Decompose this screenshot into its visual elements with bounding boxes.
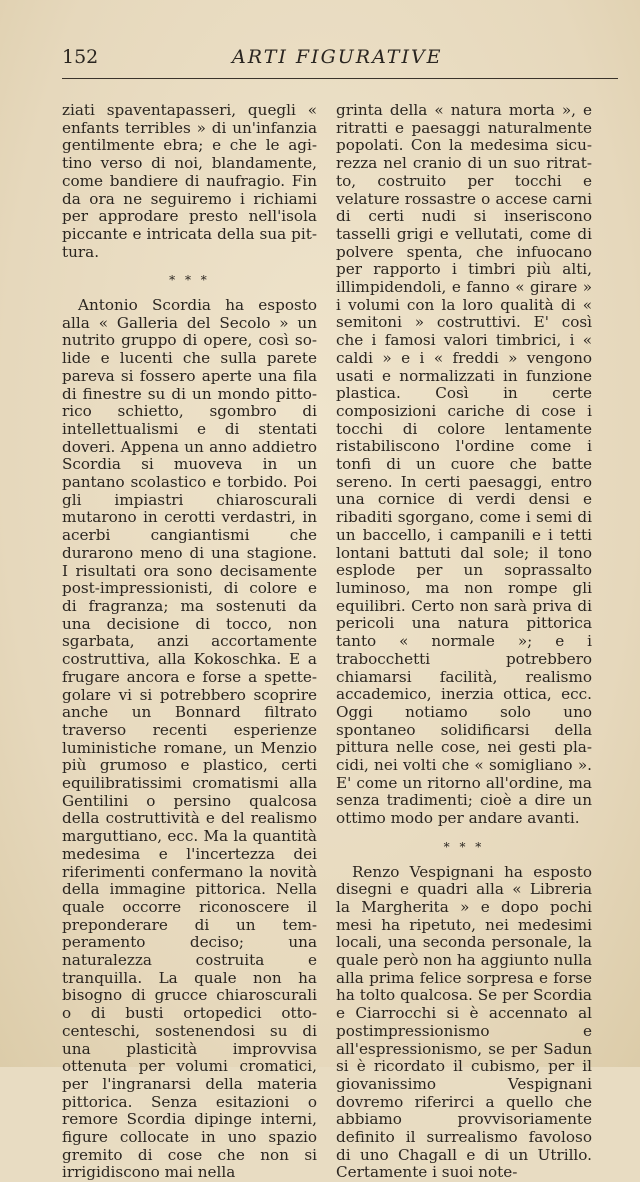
paragraph-scordia-continued: grinta della « natura morta », e ritratti e paesaggi naturalmente popolati. Con la medesima sicurezza nel cranio di un suo ritratto, costruito per tocchi e velature rossastre o accese carni di certi nudi si inseriscono tasselli grigi e vellutati, come di polvere spenta, che infuocano per rapporto i timbri più alti, illimpidendoli, e fanno « girare » i volumi con la loro qualità di « semitoni » costruttivi. E' così che i famosi valori timbrici, i « caldi » e i « freddi » vengono usati e normalizzati in funzione plastica. Così in certe composizioni cariche di cose i tocchi di colore lentamente ristabiliscono l'ordine come i tonfi di un cuore che batte sereno. In certi paesaggi, entro una cornice di verdi densi e ribaditi sgorgano, come i semi di un baccello, i campanili e i tetti lontani battuti dal sole; il tono esplode per un soprassalto luminoso, ma non rompe gli equilibri. Certo non sarà priva di pericoli una natura pittorica tanto « normale »; e i trabocchetti potrebbero chiamarsi facilità, realismo accademico, inerzia ottica, ecc. Oggi notiamo solo uno spontaneo solidificarsi della pittura nelle cose, nei gesti placidi, nei volti che « somigliano ». E' come un ritorno all'ordine, ma senza tradimenti; cioè a dire un ottimo modo per andare avanti. bbox=[336, 101, 592, 828]
page-number: 152 bbox=[62, 46, 99, 68]
right-column bbox=[336, 102, 592, 1182]
page-header bbox=[62, 42, 618, 79]
paragraph-scordia: Antonio Scordia ha esposto alla « Galleria del Secolo » un nutrito gruppo di opere, così solide e lucenti che sulla parete pareva si fossero aperte una fila di finestre su di un mondo pittorico schietto, sgombro di intellettualismi e di stentati doveri. Appena un anno addietro Scordia si muoveva in un pantano scolastico e torbido. Poi gli impiastri chiaroscurali mutarono in cerotti verdastri, in acerbi cangiantismi che durarono meno di una stagione. I risultati ora sono decisamente post-impressionisti, di colore e di fragranza; ma sostenuti da una decisione di tocco, non sgarbata, anzi accortamente costruttiva, alla Kokoschka. E a frugare ancora e forse a spettegolare vi si potrebbero scoprire anche un Bonnard filtrato traverso recenti esperienze luministiche romane, un Menzio più grumoso e plastico, certi equilibratissimi cromatismi alla Gentilini o persino qualcosa della costruttività e del realismo marguttiano, ecc. Ma la quantità medesima e l'incertezza dei riferimenti confermano la novità della immagine pittorica. Nella quale occorre riconoscere il preponderare di un temperamento deciso; una naturalezza costruita e tranquilla. La quale non ha bisogno di grucce chiaroscurali o di busti ortopedici ottocenteschi, sostenendosi su di una plasticità improvvisa ottenuta per volumi cromatici, per l'ingranarsi della materia pittorica. Senza esitazioni o remore Scordia dipinge interni, figure collocate in uno spazio gremito di cose che non si irrigidiscono mai nella bbox=[62, 296, 317, 1182]
paragraph-vespignani: Renzo Vespignani ha esposto disegni e quadri alla « Libreria la Margherita » e dopo pochi mesi ha ripetuto, nei medesimi locali, una seconda personale, la quale però non ha aggiunto nulla alla prima felice sorpresa e forse ha tolto qualcosa. Se per Scordia e Ciarrocchi si è accennato al postimpressionismo e all'espressionismo, se per Sadun si è ricordato il cubismo, per il giovanissimo Vespignani dovremo riferirci a quello che abbiamo provvisoriamente definito il surrealismo favoloso di uno Chagall e di un Utrillo. Certamente i suoi note- bbox=[336, 862, 592, 1182]
left-column bbox=[62, 102, 317, 1182]
section-separator: * * * bbox=[443, 839, 485, 854]
paragraph-continuation: ziati spaventapasseri, quegli « enfants terribles » di un'infanzia gentilmente ebra; e che le agitino verso di noi, blandamente, come bandiere di naufragio. Fin da ora ne seguiremo i richiami per approdare presto nell'isola piccante e intricata della sua pittura. bbox=[62, 101, 317, 261]
running-title: ARTI FIGURATIVE bbox=[232, 46, 443, 68]
section-separator: * * * bbox=[169, 273, 210, 288]
